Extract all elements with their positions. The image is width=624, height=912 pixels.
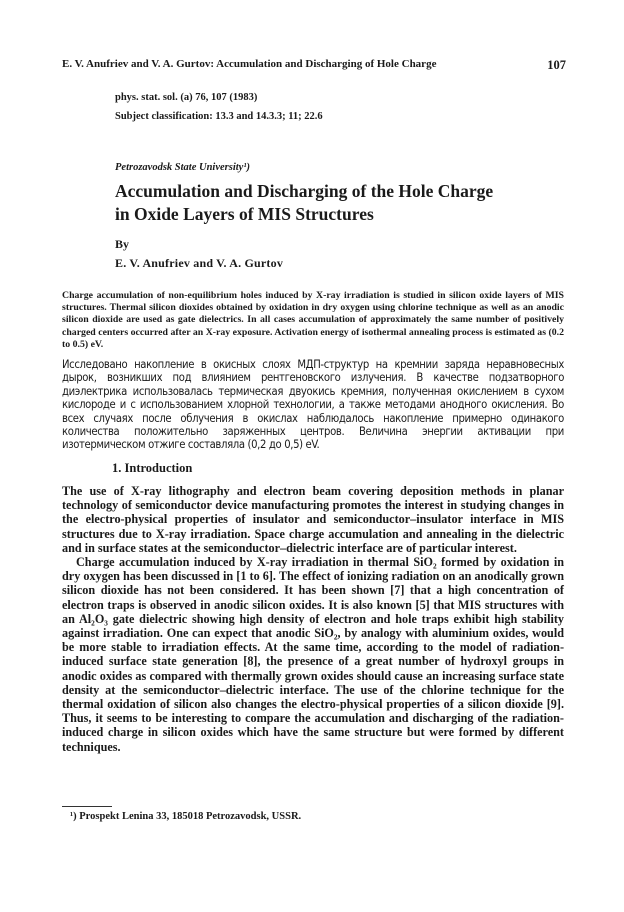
affiliation: Petrozavodsk State University¹) <box>115 162 250 173</box>
abstract-russian: Исследовано накопление в окисных слоях МДП-структур на кремнии заряда неравновесных дырок, возникших под влиянием рентгеновского излучения. В качестве подзатворного диэлектрика использовалась термическая двуокись кремния, полученная окислением в сухом кислороде и с использованием хлорной технологии, а также методами анодного окисления. Во всех случаях после облучения в окислах наблюдалось накопление примерно одинакого количества положительно заряженных центров. Величина энергии активации при изотермическом отжиге составляла (0,2 до 0,5) eV. <box>62 358 564 452</box>
paragraph-2: Charge accumulation induced by X-ray irradiation in thermal SiO₂ formed by oxidation in dry oxygen has been discussed in [1 to 6]. The effect of ionizing radiation on an anodically grown silicon dioxide has not been considered. It has been shown [7] that a high concentration of electron traps is observed in anodic silicon oxides. It is also known [5] that MIS structures with an Al₂O₃ gate dielectric showing high density of electron and hole traps exhibit high stability against irradiation. One can expect that anodic SiO₂, by analogy with aluminium oxides, would be more stable to irradiation effects. At the same time, according to the model of radiation-induced surface state generation [8], the presence of a great number of hydroxyl groups in anodic oxides as compared with thermally grown oxides should cause an increasing surface state density at the semiconductor–dielectric interface. The use of the chlorine technique for the thermal oxidation of silicon also changes the electro-physical properties of a silicon dioxide [9]. Thus, it seems to be interesting to compare the accumulation and discharging of the radiation-induced charge in silicon oxides which have the same structure but were formed by different techniques. <box>62 555 564 754</box>
footnote-rule <box>62 806 112 807</box>
page-number: 107 <box>547 58 566 72</box>
subject-classification: Subject classification: 13.3 and 14.3.3; 11; 22.6 <box>115 111 323 122</box>
section-heading: 1. Introduction <box>112 461 193 475</box>
title-line-1: Accumulation and Discharging of the Hole Charge <box>115 181 494 201</box>
paper-title <box>115 180 575 226</box>
running-head-text: E. V. Anufriev and V. A. Gurtov: Accumulation and Discharging of Hole Charge <box>62 58 437 70</box>
abstract-english: Charge accumulation of non-equilibrium holes induced by X-ray irradiation is studied in silicon oxide layers of MIS structures. Thermal silicon dioxides obtained by oxidation in dry oxygen using chlorine technique as well as an anodic silicon dioxide are used as gate dielectrics. In all cases accumulation of approximately the same number of positively charged centers occurred after an X-ray exposure. Activation energy of isothermal annealing process is estimated as (0.2 to 0.5) eV. <box>62 290 564 350</box>
paragraph-1: The use of X-ray lithography and electron beam covering deposition methods in planar technology of semiconductor device manufacturing promotes the interest in studying changes in the electro-physical properties of insulator and semiconductor–insulator interface in MIS structures due to X-ray irradiation. Space charge accumulation and annealing in the dielectric and in surface states at the semiconductor–dielectric interface are of particular interest. <box>62 484 564 555</box>
by-label: By <box>115 237 130 251</box>
body-text <box>62 484 564 754</box>
journal-citation: phys. stat. sol. (a) 76, 107 (1983) <box>115 92 258 103</box>
footnote: ¹) Prospekt Lenina 33, 185018 Petrozavodsk, USSR. <box>70 811 302 822</box>
title-line-2: in Oxide Layers of MIS Structures <box>115 204 374 224</box>
authors: E. V. Anufriev and V. A. Gurtov <box>115 256 284 270</box>
running-head <box>62 58 566 73</box>
